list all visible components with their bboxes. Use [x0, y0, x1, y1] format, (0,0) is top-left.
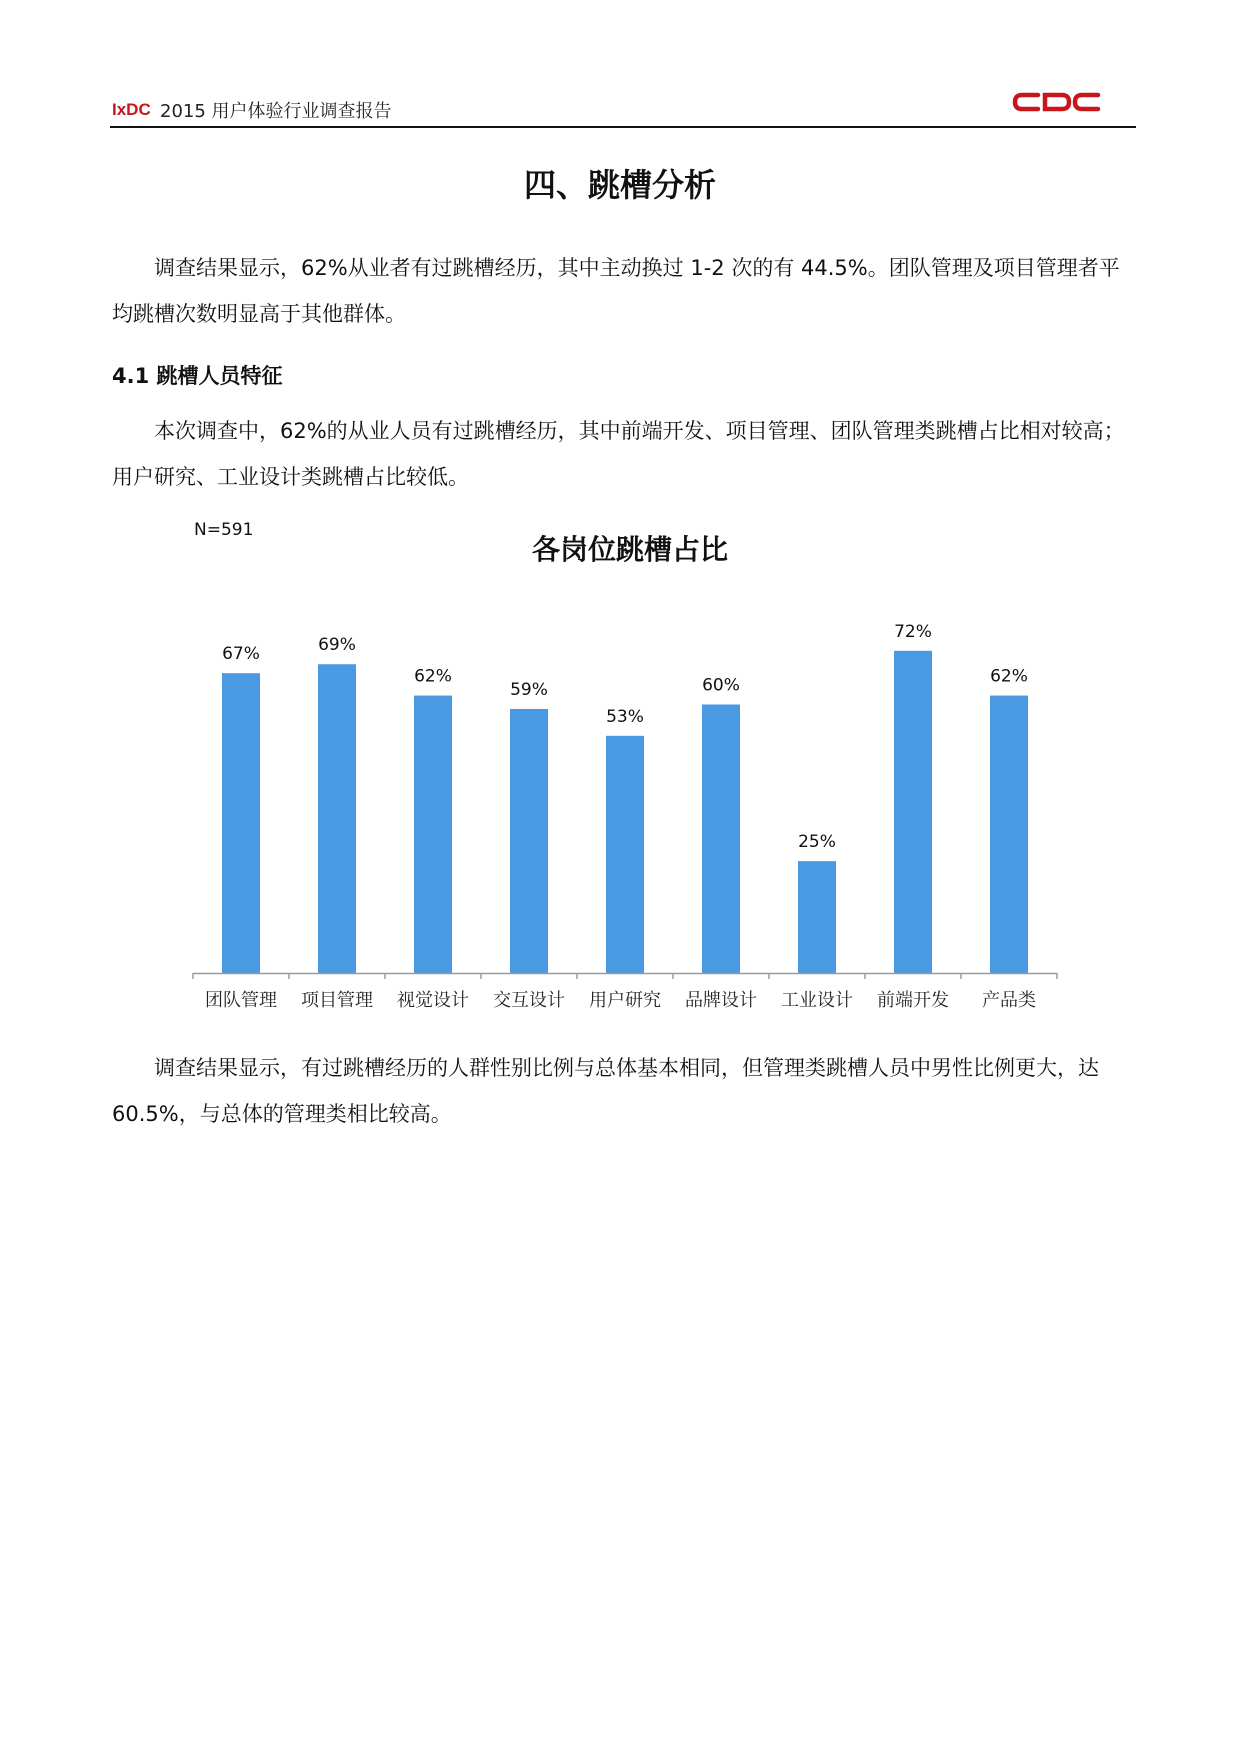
- bar: [990, 696, 1028, 973]
- intro-text: 调查结果显示，62%从业者有过跳槽经历，其中主动换过 1-2 次的有 44.5%。团队管理及项目管理者平均跳槽次数明显高于其他群体。: [112, 256, 1120, 326]
- category-label: 前端开发: [877, 990, 949, 1011]
- data-label: 69%: [318, 635, 356, 656]
- data-label: 62%: [414, 666, 452, 687]
- category-label: 视觉设计: [397, 990, 469, 1011]
- intro-paragraph: [112, 245, 1132, 337]
- subsection-paragraph: [112, 408, 1132, 500]
- conclusion-paragraph: [112, 1045, 1132, 1137]
- data-label: 72%: [894, 621, 932, 642]
- sample-size: N=591: [194, 520, 254, 540]
- bar: [222, 673, 260, 973]
- bar: [414, 696, 452, 973]
- subsection-text: 本次调查中，62%的从业人员有过跳槽经历，其中前端开发、项目管理、团队管理类跳槽占比相对较高；用户研究、工业设计类跳槽占比较低。: [112, 419, 1125, 489]
- category-label: 团队管理: [205, 990, 277, 1011]
- category-label: 品牌设计: [685, 990, 757, 1011]
- bar: [510, 709, 548, 973]
- data-label: 59%: [510, 679, 548, 700]
- bar: [894, 651, 932, 973]
- report-title: 2015 用户体验行业调查报告: [160, 101, 392, 122]
- data-label: 62%: [990, 666, 1028, 687]
- category-label: 交互设计: [493, 990, 565, 1011]
- data-label: 25%: [798, 832, 836, 853]
- header-divider: [110, 126, 1136, 128]
- ixdc-brand: IxDC: [112, 100, 151, 119]
- bar: [798, 861, 836, 973]
- category-label: 产品类: [982, 990, 1036, 1011]
- cdc-logo-icon: [1012, 90, 1102, 114]
- data-label: 53%: [606, 706, 644, 727]
- bar: [318, 664, 356, 973]
- data-label: 60%: [702, 675, 740, 696]
- page-header: [110, 90, 1136, 126]
- bar: [606, 736, 644, 973]
- category-label: 项目管理: [301, 990, 373, 1011]
- chart-canvas: [180, 510, 1080, 1020]
- category-label: 工业设计: [781, 990, 853, 1011]
- conclusion-text: 调查结果显示，有过跳槽经历的人群性别比例与总体基本相同，但管理类跳槽人员中男性比例更大，达 60.5%，与总体的管理类相比较高。: [112, 1056, 1099, 1126]
- bar-chart: [180, 510, 1080, 1020]
- section-title: 四、跳槽分析: [523, 166, 716, 204]
- bar: [702, 705, 740, 974]
- chart-title: 各岗位跳槽占比: [531, 533, 728, 566]
- category-label: 用户研究: [589, 990, 661, 1011]
- subsection-heading: 4.1 跳槽人员特征: [112, 364, 283, 388]
- data-label: 67%: [222, 644, 260, 665]
